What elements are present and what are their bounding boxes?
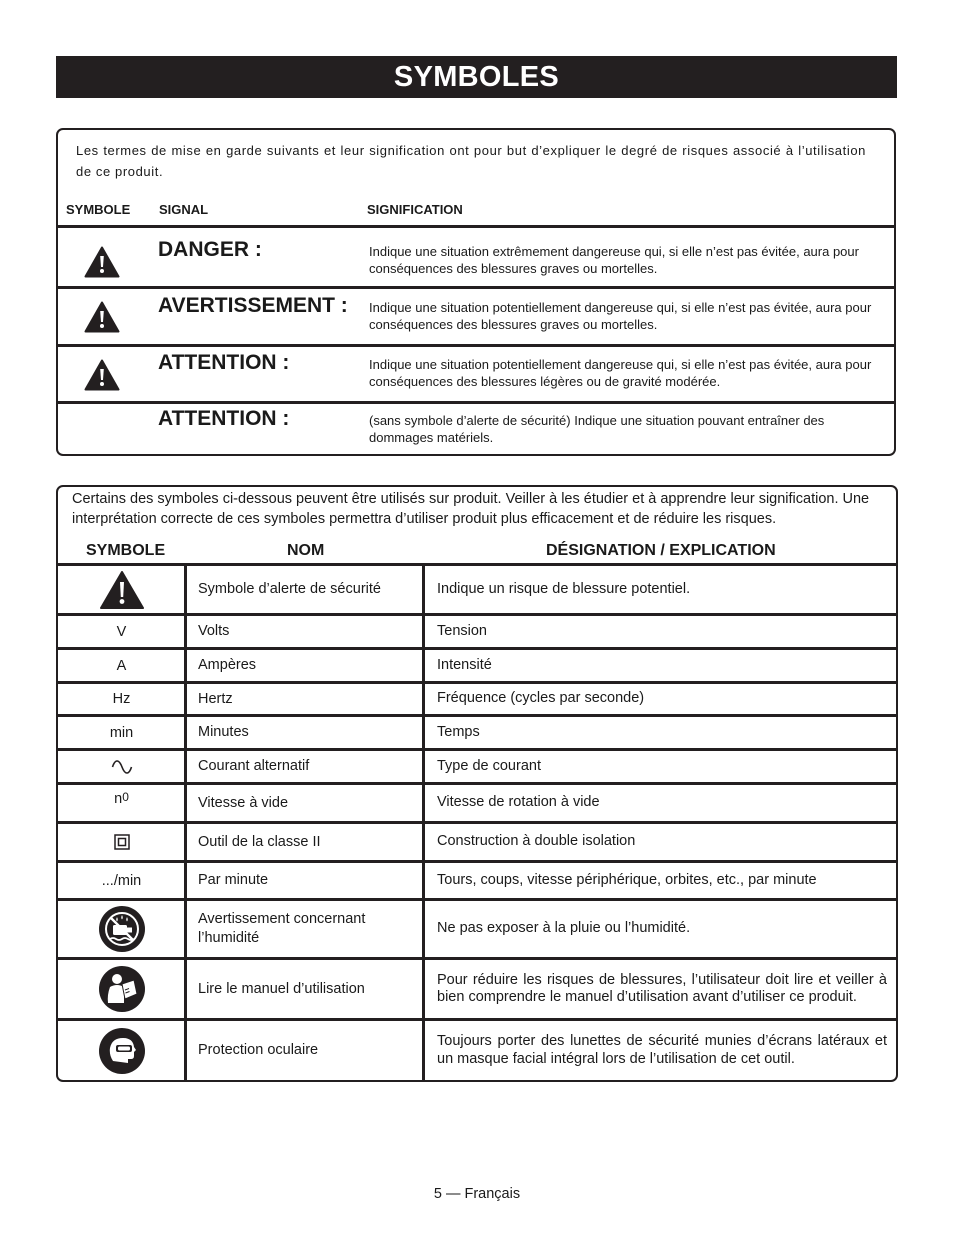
symbols-table-box xyxy=(56,485,898,1082)
symbol-name: Avertissement concernant l’humidité xyxy=(198,911,366,946)
read-manual-icon xyxy=(99,966,145,1012)
symbol-name: Outil de la classe II xyxy=(198,833,321,850)
page-title: SYMBOLES xyxy=(56,56,897,98)
warning-triangle-icon xyxy=(84,246,120,278)
symbol-explanation: Tours, coups, vitesse périphérique, orbites, etc., par minute xyxy=(437,871,817,888)
warning-triangle-icon xyxy=(84,301,120,333)
table-header-explanation: DÉSIGNATION / EXPLICATION xyxy=(546,542,776,559)
signal-meaning: Indique une situation extrêmement dangereuse qui, si elle n’est pas évitée, aura pour conséquences des blessures graves ou mortelles. xyxy=(369,244,859,276)
table-header-symbol: SYMBOLE xyxy=(86,542,166,559)
signal-words-box xyxy=(56,128,896,456)
symbol-text: .../min xyxy=(101,872,142,889)
symbol-name: Minutes xyxy=(198,724,249,740)
signal-meaning: Indique une situation potentiellement dangereuse qui, si elle n’est pas évitée, aura pour conséquences des blessures graves ou mortelles. xyxy=(369,300,872,332)
table-header-name: NOM xyxy=(287,542,325,559)
page-footer: 5 — Français xyxy=(433,1186,521,1202)
symbol-name: Hertz xyxy=(198,690,233,707)
safety-alert-icon xyxy=(99,570,145,610)
wet-conditions-icon xyxy=(99,906,145,952)
table-row xyxy=(58,647,896,681)
symbol-explanation: Tension xyxy=(437,622,487,639)
signal-label: ATTENTION : xyxy=(158,407,290,430)
symbol-name: Courant alternatif xyxy=(198,758,310,774)
table-row xyxy=(58,613,896,647)
symbol-text: A xyxy=(116,657,127,674)
symbol-text: Hz xyxy=(112,691,131,707)
signal-header-symbol: SYMBOLE xyxy=(66,202,131,217)
signal-meaning: (sans symbole d’alerte de sécurité) Indique une situation pouvant entraîner des dommages matériels. xyxy=(369,413,825,445)
signal-meaning: Indique une situation potentiellement dangereuse qui, si elle n’est pas évitée, aura pour conséquences des blessures légères ou de gravité modérée. xyxy=(369,357,872,389)
alternating-current-icon xyxy=(111,760,133,774)
signal-label: ATTENTION : xyxy=(158,351,290,374)
symbol-explanation: Ne pas exposer à la pluie ou l’humidité. xyxy=(437,920,691,937)
table-row xyxy=(58,898,896,957)
table-row xyxy=(58,957,896,1018)
symbol-explanation: Indique un risque de blessure potentiel. xyxy=(437,580,691,597)
table-row xyxy=(58,714,896,748)
signal-label: DANGER : xyxy=(158,238,262,261)
symbol-explanation: Toujours porter des lunettes de sécurité munies d’écrans latéraux et un masque facial intégral lors de l’utilisation de cet outil. xyxy=(437,1033,887,1067)
symbol-name: Lire le manuel d’utilisation xyxy=(198,980,365,997)
table-row xyxy=(58,782,896,821)
symbol-explanation: Type de courant xyxy=(437,757,541,774)
table-row xyxy=(58,860,896,898)
table-row xyxy=(58,821,896,860)
signal-header-signal: SIGNAL xyxy=(159,202,209,217)
class-ii-tool-icon xyxy=(114,834,130,850)
signal-label: AVERTISSEMENT : xyxy=(158,294,348,317)
symbol-name: Vitesse à vide xyxy=(198,794,289,811)
eye-protection-icon xyxy=(99,1028,145,1074)
table-row xyxy=(58,1018,896,1080)
symbol-text: min xyxy=(109,724,134,741)
symbol-name: Protection oculaire xyxy=(198,1042,319,1058)
signal-row xyxy=(58,344,894,401)
signal-row xyxy=(58,225,894,286)
symbol-name: Symbole d’alerte de sécurité xyxy=(198,581,381,597)
symbol-explanation: Vitesse de rotation à vide xyxy=(437,794,600,811)
symbol-explanation: Pour réduire les risques de blessures, l’utilisateur doit lire et veiller à bien comprendre le manuel d’utilisation avant d’utiliser ce produit. xyxy=(437,971,887,1005)
symbol-text: V xyxy=(116,623,127,640)
symbol-explanation: Intensité xyxy=(437,656,492,673)
symbol-text: n $_0$ xyxy=(114,790,129,807)
signal-intro: Les termes de mise en garde suivants et leur signification ont pour but d’expliquer le degré de risques associé à l’utilisation de ce produit. xyxy=(76,143,866,179)
signal-row xyxy=(58,401,894,454)
warning-triangle-icon xyxy=(84,359,120,391)
symbol-explanation: Construction à double isolation xyxy=(437,833,636,850)
signal-header-meaning: SIGNIFICATION xyxy=(367,202,463,217)
signal-row xyxy=(58,286,894,344)
symbol-name: Par minute xyxy=(198,872,269,888)
table-row xyxy=(58,563,896,613)
symbol-explanation: Fréquence (cycles par seconde) xyxy=(437,690,645,707)
symbols-intro: Certains des symboles ci-dessous peuvent être utilisés sur produit. Veiller à les étudier et à apprendre leur signification. Une interprétation correcte de ces symboles permettra d’utiliser produit plus efficacement et de réduire les risques. xyxy=(72,491,870,527)
symbol-name: Ampères xyxy=(198,657,257,673)
table-row xyxy=(58,748,896,782)
symbol-explanation: Temps xyxy=(437,723,480,740)
symbol-name: Volts xyxy=(198,623,230,639)
table-row xyxy=(58,681,896,714)
